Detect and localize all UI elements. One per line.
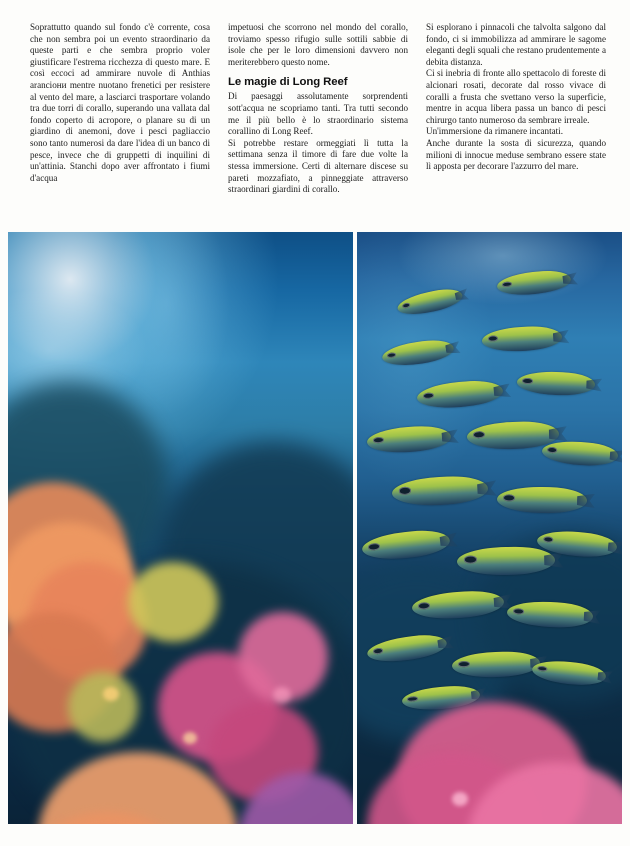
coral-reef-photo xyxy=(8,232,353,824)
fish-eye xyxy=(368,543,380,551)
fish-eye xyxy=(401,302,410,309)
fish-eye xyxy=(398,487,411,495)
fish-eye xyxy=(502,281,512,288)
fish-eye xyxy=(487,335,498,342)
paragraph: Ci si inebria di fronte allo spettacolo di foreste di alcionari rosati, decorate dal rosso vivace di coralli a frusta che svettano verso la superficie, mentre in acqua libera passa un banco di pesci chirurgo tanto numeroso da sembrare irreale. xyxy=(426,68,606,125)
fish-eye xyxy=(387,352,397,359)
fish-eye xyxy=(537,665,547,672)
fish-school-photo xyxy=(357,232,622,824)
text-column-3 xyxy=(426,22,606,232)
paragraph: Si potrebbe restare ormeggiati lì tutta la settimana senza il timore di fare due volte la stessa immersione. Certi di alternare discese su pareti mozzafiato, a pinneggiate attraverso straordinari giardini di corallo. xyxy=(228,137,408,195)
fish-eye xyxy=(547,447,557,454)
fish-eye xyxy=(543,536,554,543)
fish-eye xyxy=(522,378,532,384)
paragraph: Si esplorano i pinnacoli che talvolta salgono dal fondo, ci si immobilizza ad ammirare le sagome eleganti degli squali che restano prudentemente a debita distanza. xyxy=(426,22,606,67)
paragraph: Anche durante la sosta di sicurezza, quando milioni di innocue meduse sembrano essere state lì apposta per decorare l'azzurro del mare. xyxy=(426,137,606,172)
fish-eye xyxy=(372,647,383,654)
coral-highlight xyxy=(452,792,468,806)
fish-eye xyxy=(513,608,524,615)
fish-eye xyxy=(407,696,418,703)
paragraph: Un'immersione da rimanere incantati. xyxy=(426,126,563,137)
text-column-2 xyxy=(228,22,408,232)
fish-eye xyxy=(423,392,435,399)
fish-eye xyxy=(373,436,384,443)
paragraph: Di paesaggi assolutamente sorprendenti sott'acqua ne scopriamo tanti. Tra tutti secondo me il più bello è lo straordinario sistema corallino di Long Reef. xyxy=(228,91,408,137)
fish-eye xyxy=(458,660,470,667)
soft-coral-yellow xyxy=(128,562,218,642)
coral-highlight xyxy=(183,732,197,744)
photo-area xyxy=(8,232,622,824)
fish-eye xyxy=(464,556,477,563)
coral-highlight xyxy=(103,687,119,701)
article-text-area xyxy=(0,0,630,232)
section-heading: Le magie di Long Reef xyxy=(228,76,348,89)
paragraph: impetuosi che scorrono nel mondo del corallo, troviamo spesso rifugio sulle sottili sabbie di isole che per le loro dimensioni davvero non meriterebbero questo nome. xyxy=(228,22,408,67)
text-column-1 xyxy=(30,22,210,232)
fish-eye xyxy=(418,602,430,610)
paragraph: Soprattutto quando sul fondo c'è corrente, cosa che non sembra poi un evento straordinario da queste parti e che sembra proprio voler giustificare l'estrema ricchezza di questo mare. E così eccoci ad ammirare nuvole di Anthias aranciони mentre nuotano frenetici per resistere al vento del mare, a lasciarci trasportare volando tra due torri di corallo, superando una vallata dal fondo coperto di acropore, o planare su di un giardino di anemoni, dove i pesci pagliaccio sono tanto numerosi da dare l'idea di un banco di pesce, invece che di gruppetti di inquilini di un'attinia. Stanchi dopo aver affrontato i fiumi d'acqua xyxy=(30,22,210,183)
fish-eye xyxy=(503,494,515,501)
fish-eye xyxy=(473,431,485,438)
soft-coral-yellow xyxy=(68,672,138,742)
coral-highlight xyxy=(273,687,291,703)
